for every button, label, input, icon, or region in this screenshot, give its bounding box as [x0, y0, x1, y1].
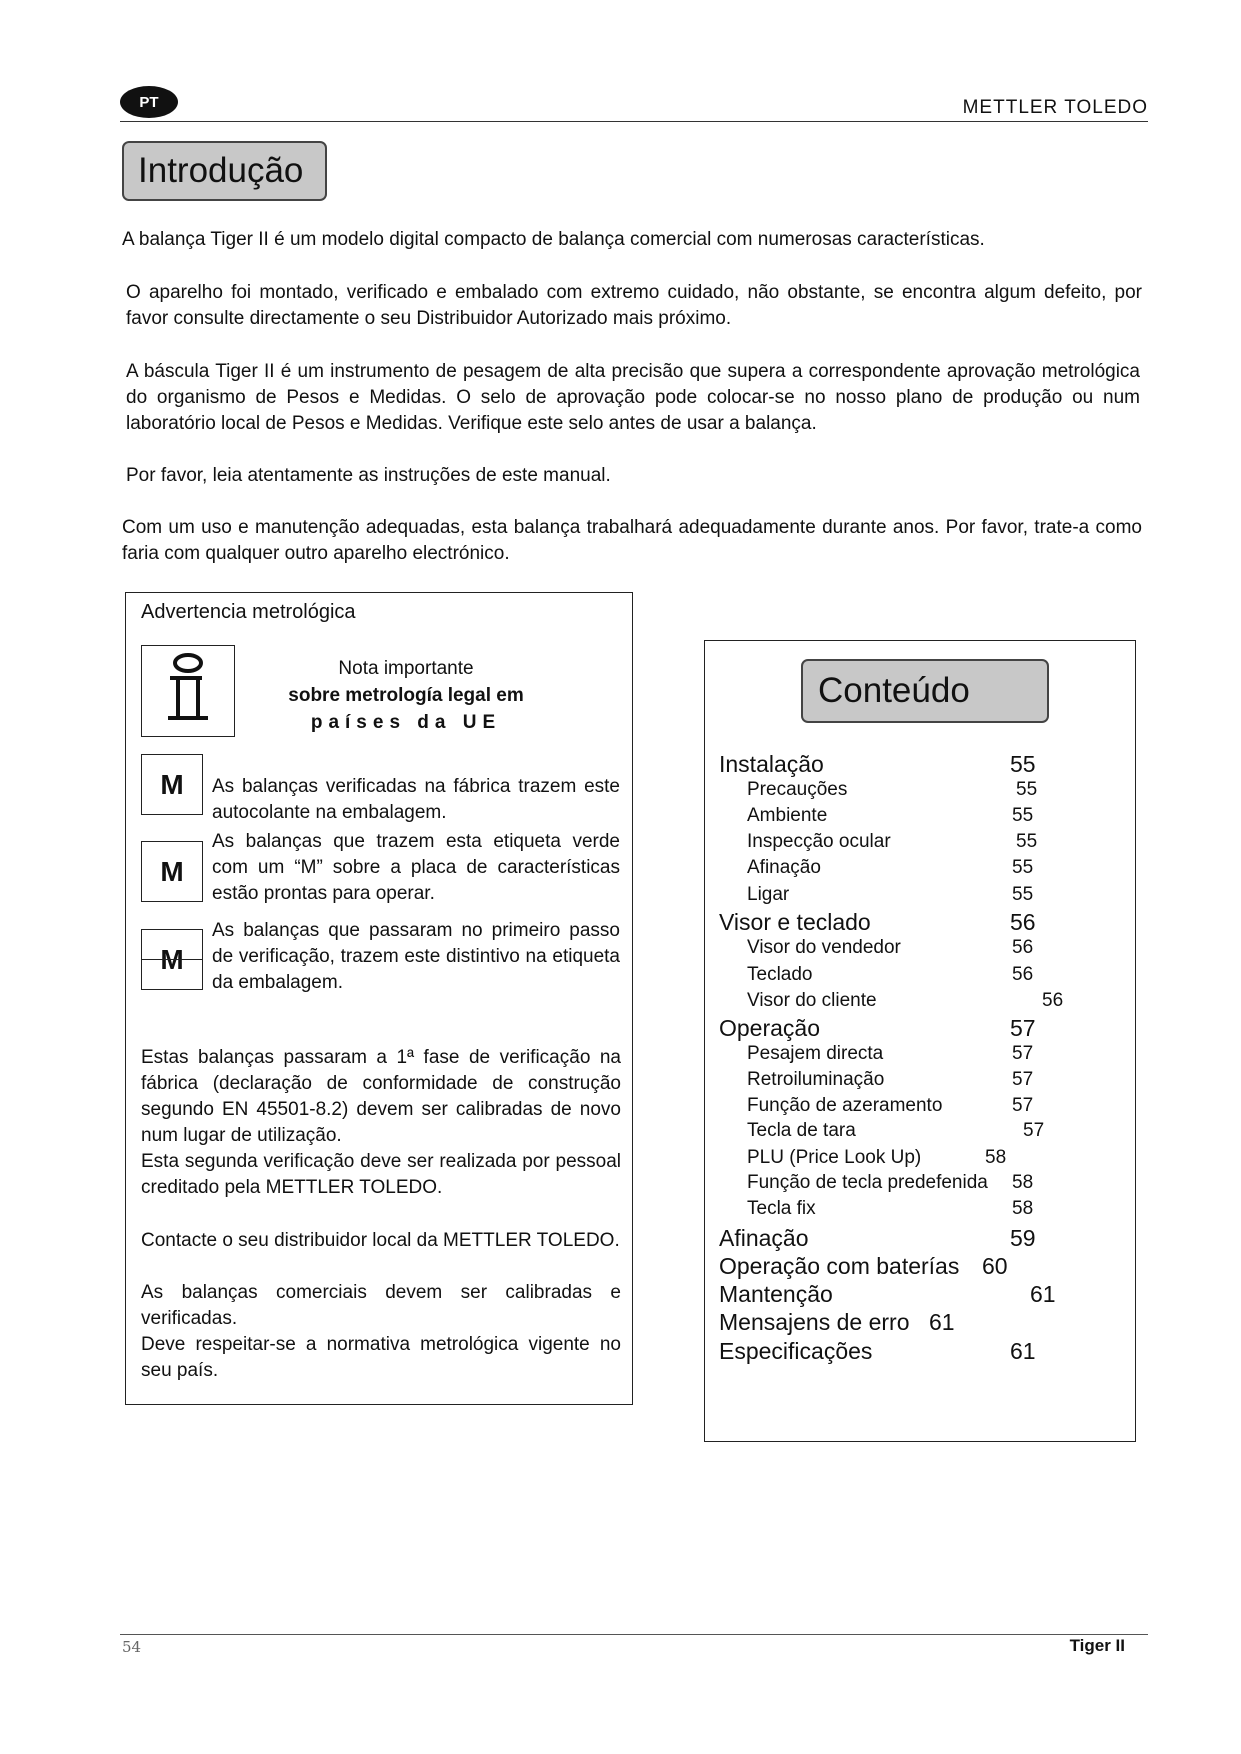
m-mark-description: As balanças que passaram no primeiro passo de verificação, trazem este distintivo na etiqueta da embalagem.	[212, 920, 620, 993]
header-divider	[120, 121, 1148, 122]
intro-paragraph: Com um uso e manutenção adequadas, esta balança trabalhará adequadamente durante anos. Por favor, trate-a como faria com qualquer outro aparelho electrónico.	[122, 517, 1142, 564]
toc-entry-label[interactable]: Visor do vendedor	[747, 937, 901, 958]
toc-entry-page: 57	[1012, 1095, 1034, 1116]
toc-entry-label[interactable]: Função de azeramento	[747, 1095, 943, 1116]
toc-entry-label[interactable]: Retroiluminação	[747, 1069, 885, 1090]
intro-paragraph: A balança Tiger II é um modelo digital compacto de balança comercial com numerosas características.	[122, 229, 985, 250]
note-line: Nota importante	[338, 658, 474, 679]
toc-entry-page: 57	[1010, 1015, 1036, 1041]
toc-entry-label[interactable]: Visor e teclado	[719, 909, 871, 935]
toc-entry-label[interactable]: Ambiente	[747, 805, 828, 826]
toc-entry-page: 55	[1010, 751, 1036, 777]
important-note	[256, 655, 556, 736]
toc-entry-page: 61	[1030, 1281, 1056, 1307]
m-mark-description: As balanças verificadas na fábrica trazem este autocolante na embalagem.	[212, 776, 620, 823]
toc-title: Conteúdo	[801, 659, 1049, 723]
table-of-contents	[704, 640, 1136, 1442]
toc-entry-label[interactable]: PLU (Price Look Up)	[747, 1147, 922, 1168]
toc-entry-page: 55	[1012, 805, 1034, 826]
toc-entry-page: 58	[1012, 1172, 1034, 1193]
toc-entry-page: 56	[1010, 909, 1036, 935]
m-mark-struck-icon: M	[141, 929, 203, 990]
toc-entry-label[interactable]: Afinação	[747, 857, 821, 878]
warning-paragraph: Esta segunda verificação deve ser realizada por pessoal creditado pela METTLER TOLEDO.	[141, 1151, 621, 1198]
warning-paragraph: Deve respeitar-se a normativa metrológica vigente no seu país.	[141, 1334, 621, 1381]
toc-entry-page: 61	[1010, 1338, 1036, 1364]
model-name: Tiger II	[1069, 1636, 1125, 1655]
toc-entry-label[interactable]: Operação com baterías	[719, 1253, 960, 1279]
toc-entry-page: 57	[1012, 1069, 1034, 1090]
toc-entry-page: 55	[1016, 779, 1038, 800]
m-mark-icon: M	[141, 754, 203, 815]
toc-entry-page: 61	[929, 1309, 955, 1335]
toc-entry-label[interactable]: Pesajem directa	[747, 1043, 884, 1064]
toc-entry-label[interactable]: Tecla de tara	[747, 1120, 856, 1141]
toc-entry-page: 60	[982, 1253, 1008, 1279]
toc-entry-page: 57	[1023, 1120, 1045, 1141]
information-icon	[141, 645, 235, 737]
toc-entry-label[interactable]: Mensajens de erro	[719, 1309, 910, 1335]
intro-paragraph: Por favor, leia atentamente as instruções de este manual.	[126, 465, 611, 486]
toc-entry-page: 59	[1010, 1225, 1036, 1251]
m-mark-description: As balanças que trazem esta etiqueta verde com um “M” sobre a placa de características estão prontas para operar.	[212, 831, 620, 904]
toc-entry-label[interactable]: Precauções	[747, 779, 848, 800]
warning-heading: Advertencia metrológica	[141, 601, 356, 623]
toc-entry-page: 55	[1016, 831, 1038, 852]
intro-paragraph: A báscula Tiger II é um instrumento de pesagem de alta precisão que supera a correspondente aprovação metrológica do organismo de Pesos e Medidas. O selo de aprovação pode colocar-se no nosso plano de produção ou num laboratório local de Pesos e Medidas. Verifique este selo antes de usar a balança.	[126, 361, 1140, 434]
toc-entry-page: 56	[1012, 964, 1034, 985]
toc-entry-page: 56	[1012, 937, 1034, 958]
warning-paragraph: As balanças comerciais devem ser calibradas e verificadas.	[141, 1282, 621, 1329]
note-line: países da UE	[310, 712, 502, 733]
warning-paragraph: Contacte o seu distribuidor local da METTLER TOLEDO.	[141, 1230, 620, 1251]
m-mark-green-icon: M	[141, 841, 203, 902]
toc-entry-page: 55	[1012, 857, 1034, 878]
metrology-warning-box	[125, 592, 633, 1405]
brand-name: METTLER TOLEDO	[962, 97, 1148, 118]
warning-paragraph: Estas balanças passaram a 1ª fase de verificação na fábrica (declaração de conformidade de construção segundo EN 45501-8.2) devem ser calibradas de novo num lugar de utilização.	[141, 1047, 621, 1146]
toc-entry-label[interactable]: Inspecção ocular	[747, 831, 891, 852]
section-title: Introdução	[122, 141, 327, 201]
toc-entry-page: 56	[1042, 990, 1064, 1011]
toc-entry-label[interactable]: Mantenção	[719, 1281, 833, 1307]
toc-entry-label[interactable]: Teclado	[747, 964, 813, 985]
toc-entry-page: 55	[1012, 884, 1034, 905]
toc-entry-label[interactable]: Especificações	[719, 1338, 873, 1364]
page-number: 54	[122, 1638, 142, 1656]
note-line: sobre metrología legal em	[288, 685, 524, 706]
toc-entry-label[interactable]: Operação	[719, 1015, 821, 1041]
toc-entry-label[interactable]: Instalação	[719, 751, 824, 777]
toc-entry-page: 58	[985, 1147, 1007, 1168]
toc-entry-label[interactable]: Tecla fix	[747, 1198, 816, 1219]
toc-entry-label[interactable]: Função de tecla predefenida	[747, 1172, 988, 1193]
footer-divider	[120, 1634, 1148, 1635]
toc-entry-page: 57	[1012, 1043, 1034, 1064]
toc-entry-label[interactable]: Afinação	[719, 1225, 809, 1251]
language-badge: PT	[120, 86, 178, 118]
intro-paragraph: O aparelho foi montado, verificado e embalado com extremo cuidado, não obstante, se encontra algum defeito, por favor consulte directamente o seu Distribuidor Autorizado mais próximo.	[126, 282, 1142, 329]
toc-entry-label[interactable]: Ligar	[747, 884, 790, 905]
toc-entry-label[interactable]: Visor do cliente	[747, 990, 877, 1011]
toc-entry-page: 58	[1012, 1198, 1034, 1219]
